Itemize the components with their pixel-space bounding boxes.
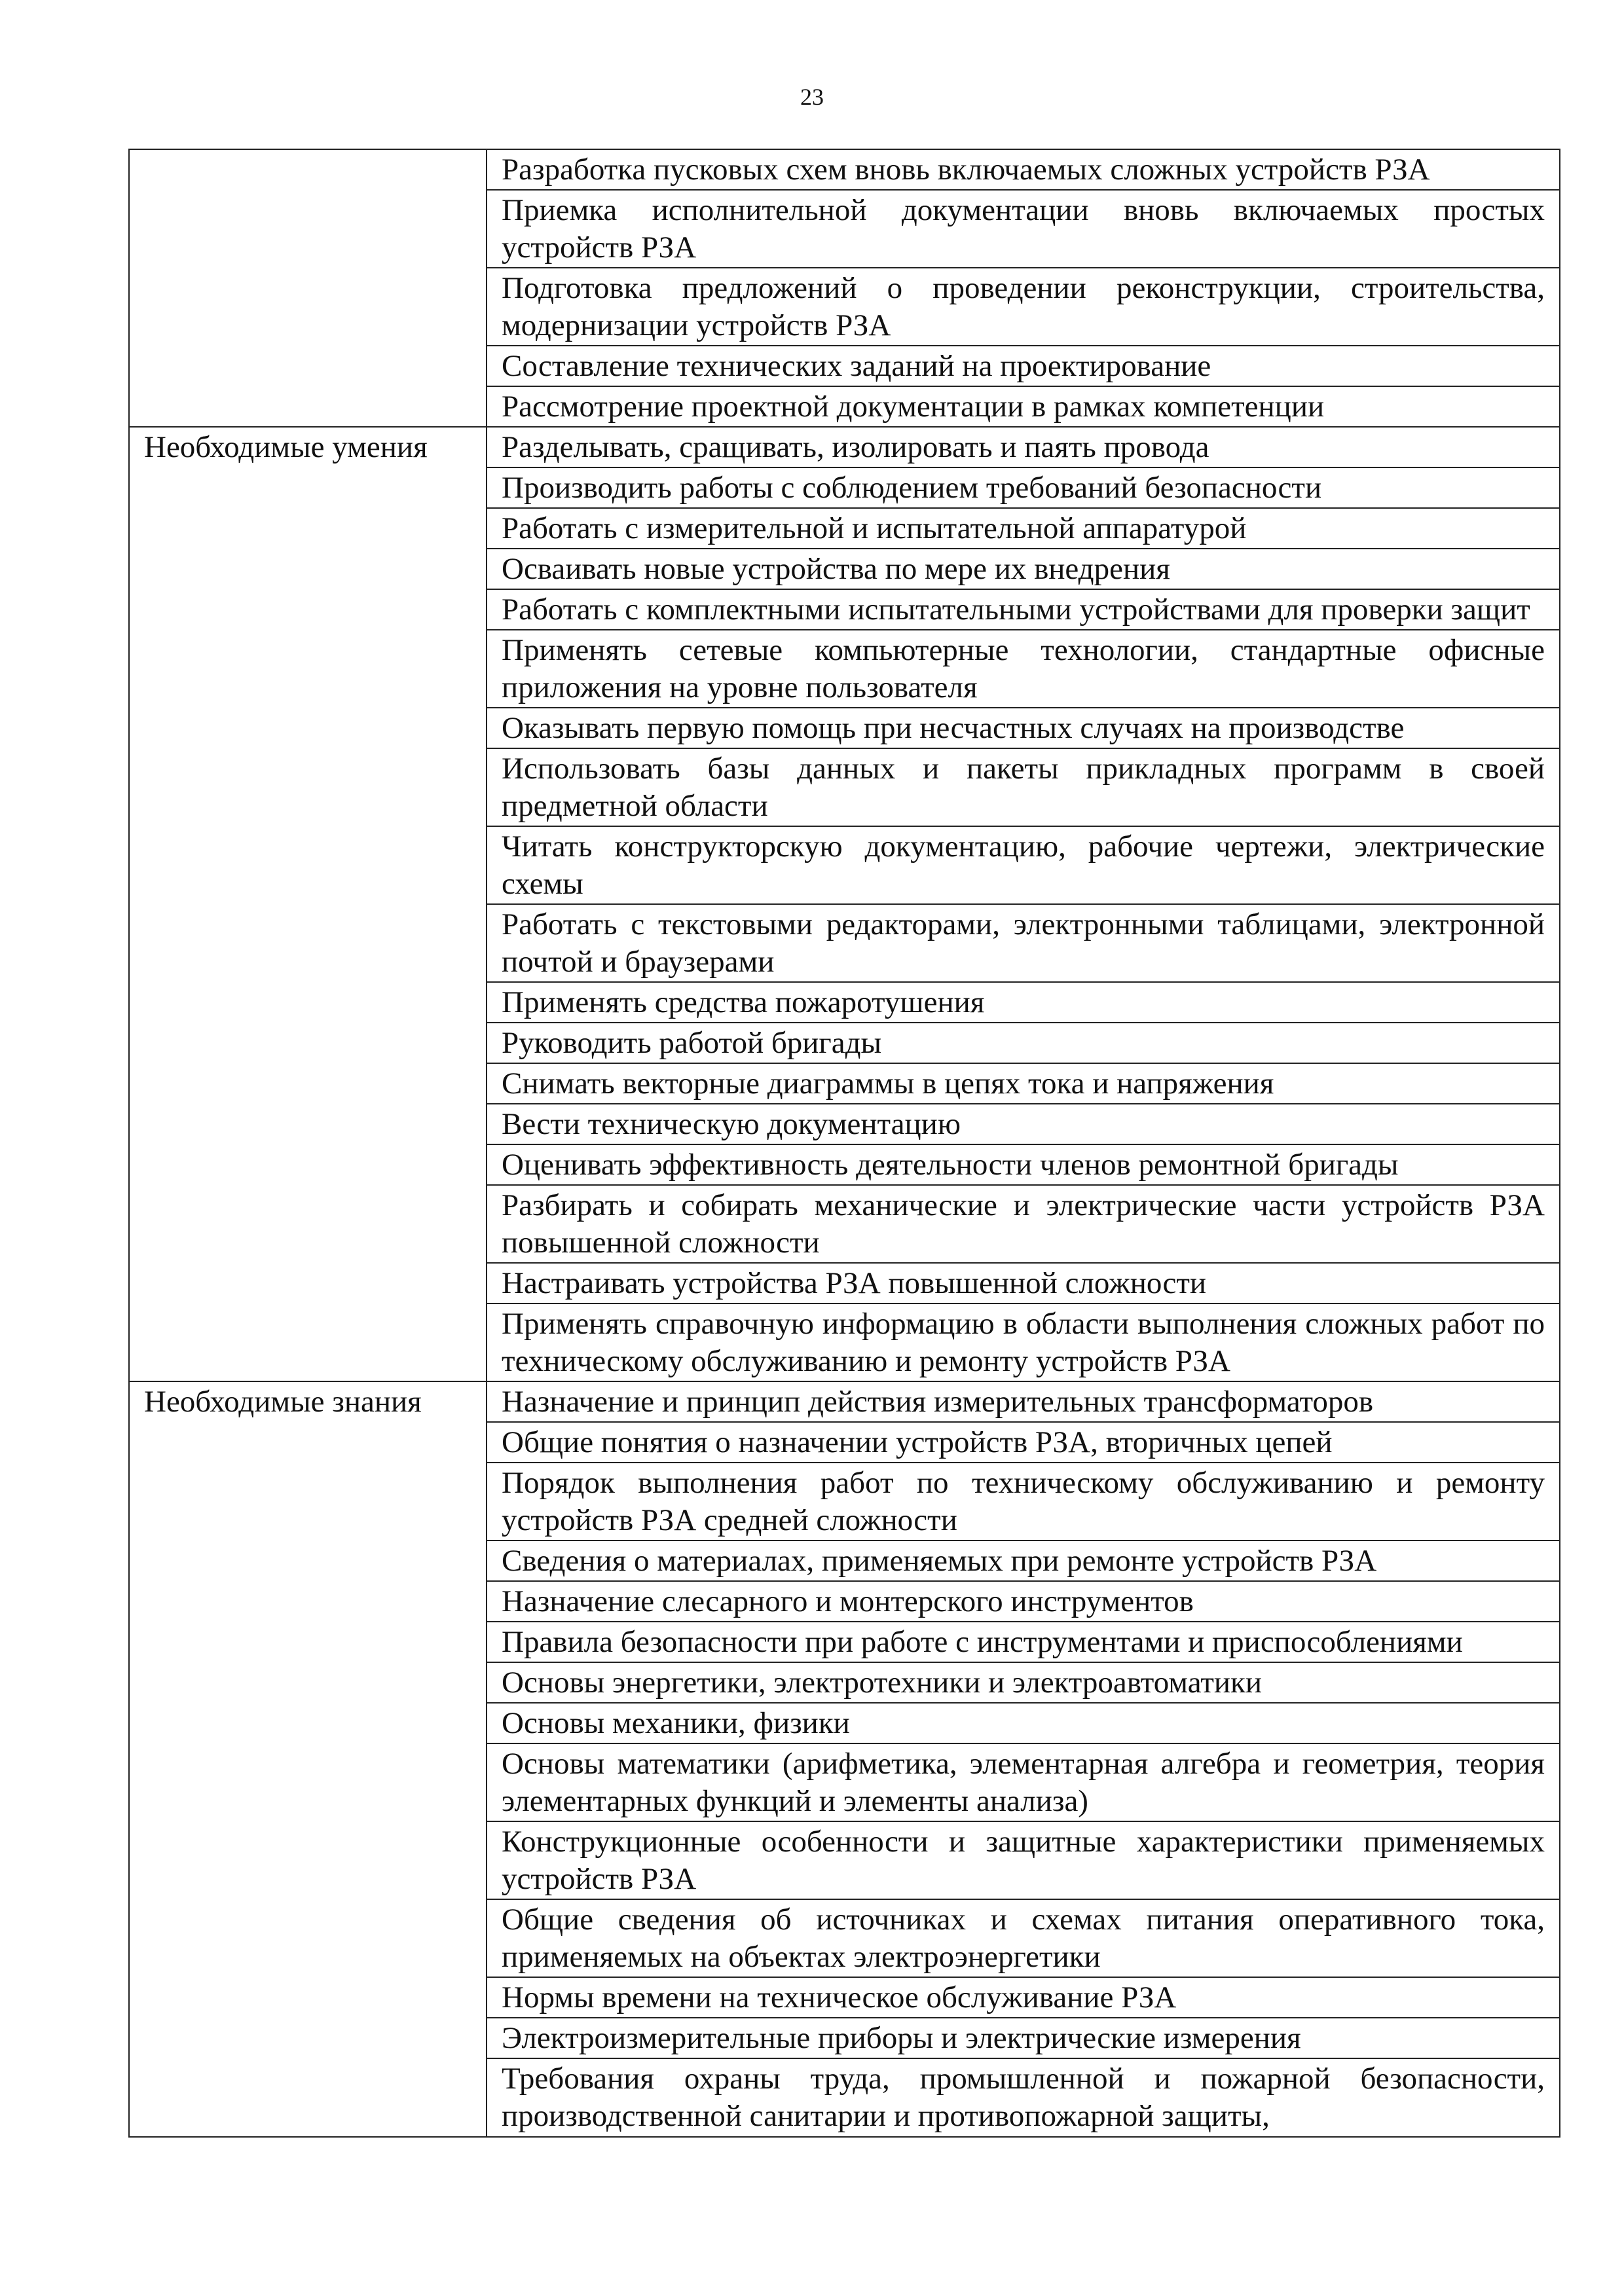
page-number: 23 — [800, 84, 824, 110]
requirement-item-cell: Конструкционные особенности и защитные характеристики применяемых устройств РЗА — [487, 1821, 1560, 1899]
requirement-item-cell: Общие понятия о назначении устройств РЗА, вторичных цепей — [487, 1422, 1560, 1463]
requirement-item-cell: Применять сетевые компьютерные технологии, стандартные офисные приложения на уровне пользователя — [487, 630, 1560, 708]
requirement-item-cell: Читать конструкторскую документацию, рабочие чертежи, электрические схемы — [487, 826, 1560, 904]
requirement-item-cell: Разделывать, сращивать, изолировать и паять провода — [487, 427, 1560, 467]
requirement-item-cell: Настраивать устройства РЗА повышенной сложности — [487, 1263, 1560, 1303]
requirement-item-cell: Правила безопасности при работе с инструментами и приспособлениями — [487, 1622, 1560, 1662]
requirement-item-cell: Работать с текстовыми редакторами, электронными таблицами, электронной почтой и браузерами — [487, 904, 1560, 982]
requirement-item-cell: Составление технических заданий на проектирование — [487, 346, 1560, 386]
table-body — [129, 149, 1560, 2137]
requirement-item-cell: Подготовка предложений о проведении реконструкции, строительства, модернизации устройств РЗА — [487, 268, 1560, 346]
requirement-item-cell: Электроизмерительные приборы и электрические измерения — [487, 2018, 1560, 2058]
requirement-item-cell: Назначение слесарного и монтерского инструментов — [487, 1581, 1560, 1622]
requirement-item-cell: Работать с комплектными испытательными устройствами для проверки защит — [487, 589, 1560, 630]
table-row — [129, 1381, 1560, 1422]
requirement-item-cell: Приемка исполнительной документации вновь включаемых простых устройств РЗА — [487, 190, 1560, 268]
requirement-item-cell: Сведения о материалах, применяемых при ремонте устройств РЗА — [487, 1540, 1560, 1581]
requirement-item-cell: Основы математики (арифметика, элементарная алгебра и геометрия, теория элементарных функций и элементы анализа) — [487, 1743, 1560, 1821]
requirement-item-cell: Использовать базы данных и пакеты прикладных программ в своей предметной области — [487, 748, 1560, 826]
requirement-item-cell: Осваивать новые устройства по мере их внедрения — [487, 549, 1560, 589]
requirement-item-cell: Разработка пусковых схем вновь включаемых сложных устройств РЗА — [487, 149, 1560, 190]
requirement-item-cell: Применять справочную информацию в области выполнения сложных работ по техническому обслуживанию и ремонту устройств РЗА — [487, 1303, 1560, 1381]
requirement-item-cell: Общие сведения об источниках и схемах питания оперативного тока, применяемых на объектах электроэнергетики — [487, 1899, 1560, 1977]
requirement-item-cell: Основы энергетики, электротехники и электроавтоматики — [487, 1662, 1560, 1703]
requirement-item-cell: Разбирать и собирать механические и электрические части устройств РЗА повышенной сложности — [487, 1185, 1560, 1263]
category-label-cell — [129, 149, 487, 427]
requirement-item-cell: Оказывать первую помощь при несчастных случаях на производстве — [487, 708, 1560, 748]
requirement-item-cell: Порядок выполнения работ по техническому обслуживанию и ремонту устройств РЗА средней сложности — [487, 1463, 1560, 1540]
table-row — [129, 427, 1560, 467]
requirement-item-cell: Назначение и принцип действия измерительных трансформаторов — [487, 1381, 1560, 1422]
category-label-cell: Необходимые умения — [129, 427, 487, 1381]
requirement-item-cell: Руководить работой бригады — [487, 1023, 1560, 1063]
requirement-item-cell: Нормы времени на техническое обслуживание РЗА — [487, 1977, 1560, 2018]
table-row — [129, 149, 1560, 190]
requirement-item-cell: Производить работы с соблюдением требований безопасности — [487, 467, 1560, 508]
requirement-item-cell: Основы механики, физики — [487, 1703, 1560, 1743]
requirement-item-cell: Требования охраны труда, промышленной и пожарной безопасности, производственной санитарии и противопожарной защиты, — [487, 2058, 1560, 2137]
category-label-cell: Необходимые знания — [129, 1381, 487, 2137]
requirement-item-cell: Оценивать эффективность деятельности членов ремонтной бригады — [487, 1144, 1560, 1185]
competency-table — [128, 149, 1560, 2138]
requirement-item-cell: Рассмотрение проектной документации в рамках компетенции — [487, 386, 1560, 427]
requirement-item-cell: Применять средства пожаротушения — [487, 982, 1560, 1023]
requirement-item-cell: Вести техническую документацию — [487, 1104, 1560, 1144]
requirement-item-cell: Снимать векторные диаграммы в цепях тока и напряжения — [487, 1063, 1560, 1104]
requirement-item-cell: Работать с измерительной и испытательной аппаратурой — [487, 508, 1560, 549]
